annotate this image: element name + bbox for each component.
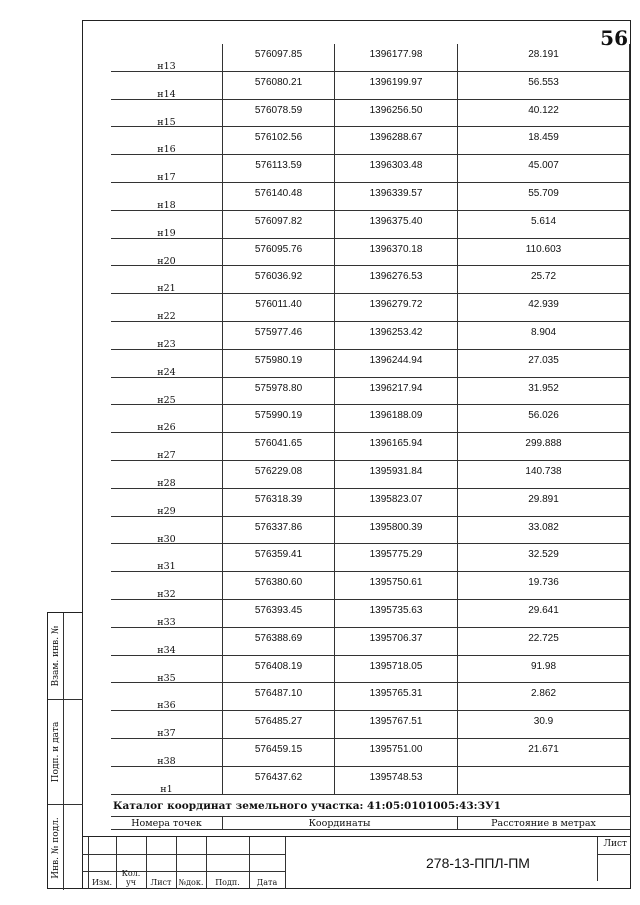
point-cell: н35 <box>157 672 176 684</box>
table-row <box>111 461 630 489</box>
y-cell: 1395931.84 <box>334 461 457 488</box>
distance-cell: 25.72 <box>457 266 630 293</box>
y-cell: 1395800.39 <box>334 517 457 544</box>
x-cell: 576011.40 <box>222 294 334 321</box>
y-cell: 1396188.09 <box>334 405 457 432</box>
distance-cell: 299.888 <box>457 433 630 460</box>
point-cell: н22 <box>157 311 176 323</box>
x-cell: 575990.19 <box>222 405 334 432</box>
y-cell: 1395751.00 <box>334 739 457 766</box>
x-cell: 576140.48 <box>222 183 334 210</box>
table-row <box>111 127 630 155</box>
point-cell: н19 <box>157 227 176 239</box>
point-cell: н33 <box>157 616 176 628</box>
side-box-inv-original <box>48 805 83 890</box>
distance-cell: 8.904 <box>457 322 630 349</box>
x-cell: 576318.39 <box>222 489 334 516</box>
y-cell: 1395767.51 <box>334 711 457 738</box>
y-cell: 1395748.53 <box>334 767 457 794</box>
point-cell: н28 <box>157 477 176 489</box>
y-cell: 1395735.63 <box>334 600 457 627</box>
x-cell: 576459.15 <box>222 739 334 766</box>
distance-cell: 91.98 <box>457 656 630 683</box>
y-cell: 1396199.97 <box>334 72 457 99</box>
x-cell: 576097.85 <box>222 44 334 71</box>
point-cell: н23 <box>157 338 176 350</box>
x-cell: 576080.21 <box>222 72 334 99</box>
x-cell: 575977.46 <box>222 322 334 349</box>
x-cell: 576393.45 <box>222 600 334 627</box>
stamp-label-ndok: №док. <box>178 878 204 887</box>
table-row <box>111 600 630 628</box>
table-row <box>111 239 630 267</box>
table-row <box>111 44 630 72</box>
y-cell: 1396165.94 <box>334 433 457 460</box>
distance-cell: 2.862 <box>457 683 630 710</box>
table-row <box>111 100 630 128</box>
y-cell: 1396375.40 <box>334 211 457 238</box>
y-cell: 1395706.37 <box>334 628 457 655</box>
point-cell: н15 <box>157 116 176 128</box>
table-row <box>111 183 630 211</box>
x-cell: 575978.80 <box>222 378 334 405</box>
coordinates-table <box>111 44 630 795</box>
x-cell: 576097.82 <box>222 211 334 238</box>
point-cell: н24 <box>157 366 176 378</box>
distance-cell: 21.671 <box>457 739 630 766</box>
table-row <box>111 767 630 795</box>
point-cell: н27 <box>157 450 176 462</box>
distance-cell: 32.529 <box>457 544 630 571</box>
distance-cell: 5.614 <box>457 211 630 238</box>
x-cell: 576485.27 <box>222 711 334 738</box>
table-row <box>111 350 630 378</box>
table-caption: Каталог координат земельного участка: 41:05:0101005:43:ЗУ1 <box>113 800 501 812</box>
x-cell: 576078.59 <box>222 100 334 127</box>
distance-cell: 45.007 <box>457 155 630 182</box>
table-row <box>111 72 630 100</box>
table-row <box>111 266 630 294</box>
point-cell: н37 <box>157 728 176 740</box>
table-row <box>111 433 630 461</box>
table-row <box>111 378 630 406</box>
distance-cell: 28.191 <box>457 44 630 71</box>
table-row <box>111 739 630 767</box>
table-row <box>111 572 630 600</box>
y-cell: 1396276.53 <box>334 266 457 293</box>
table-row <box>111 294 630 322</box>
distance-cell: 29.641 <box>457 600 630 627</box>
point-cell: н25 <box>157 394 176 406</box>
header-coordinates: Координаты <box>308 818 371 829</box>
point-cell: н17 <box>157 172 176 184</box>
distance-cell: 110.603 <box>457 239 630 266</box>
title-block <box>82 836 631 889</box>
point-cell: н20 <box>157 255 176 267</box>
table-row <box>111 489 630 517</box>
side-box-inv-replaced <box>48 613 83 700</box>
distance-cell <box>457 767 630 794</box>
header-distance: Расстояние в метрах <box>491 818 596 829</box>
x-cell: 576041.65 <box>222 433 334 460</box>
distance-cell: 56.026 <box>457 405 630 432</box>
x-cell: 576102.56 <box>222 127 334 154</box>
document-code: 278-13-ППЛ-ПМ <box>426 855 530 871</box>
table-row <box>111 322 630 350</box>
y-cell: 1395775.29 <box>334 544 457 571</box>
distance-cell: 31.952 <box>457 378 630 405</box>
table-row <box>111 405 630 433</box>
table-row <box>111 628 630 656</box>
x-cell: 576487.10 <box>222 683 334 710</box>
side-strip <box>47 612 82 889</box>
y-cell: 1396253.42 <box>334 322 457 349</box>
point-cell: н18 <box>157 199 176 211</box>
distance-cell: 19.736 <box>457 572 630 599</box>
table-row <box>111 711 630 739</box>
x-cell: 576337.86 <box>222 517 334 544</box>
table-row <box>111 544 630 572</box>
distance-cell: 56.553 <box>457 72 630 99</box>
point-cell: н14 <box>157 88 176 100</box>
x-cell: 576437.62 <box>222 767 334 794</box>
side-label-sign-date: Подп. и дата <box>50 721 61 783</box>
y-cell: 1396177.98 <box>334 44 457 71</box>
point-cell: н32 <box>157 589 176 601</box>
stamp-label-izm: Изм. <box>91 878 113 887</box>
x-cell: 576095.76 <box>222 239 334 266</box>
table-row <box>111 211 630 239</box>
y-cell: 1396339.57 <box>334 183 457 210</box>
point-cell: н29 <box>157 505 176 517</box>
y-cell: 1396370.18 <box>334 239 457 266</box>
y-cell: 1395765.31 <box>334 683 457 710</box>
distance-cell: 33.082 <box>457 517 630 544</box>
point-cell: н31 <box>157 561 176 573</box>
side-label-inv-replaced: Взам. инв. № <box>50 625 61 687</box>
side-label-inv-original: Инв. № подл. <box>50 816 61 879</box>
y-cell: 1395750.61 <box>334 572 457 599</box>
stamp-label-data: Дата <box>256 878 278 887</box>
y-cell: 1395823.07 <box>334 489 457 516</box>
y-cell: 1396279.72 <box>334 294 457 321</box>
distance-cell: 140.738 <box>457 461 630 488</box>
y-cell: 1396217.94 <box>334 378 457 405</box>
sheet-label: Лист <box>603 839 627 849</box>
table-row <box>111 656 630 684</box>
y-cell: 1396256.50 <box>334 100 457 127</box>
point-cell: н21 <box>157 283 176 295</box>
point-cell: н13 <box>157 61 176 72</box>
stamp-label-kol: Кол. уч <box>121 869 141 887</box>
x-cell: 576359.41 <box>222 544 334 571</box>
distance-cell: 29.891 <box>457 489 630 516</box>
x-cell: 576229.08 <box>222 461 334 488</box>
x-cell: 576036.92 <box>222 266 334 293</box>
side-box-sign-date <box>48 700 83 805</box>
distance-cell: 18.459 <box>457 127 630 154</box>
point-cell: н16 <box>157 144 176 156</box>
point-cell: н34 <box>157 644 176 656</box>
x-cell: 576380.60 <box>222 572 334 599</box>
y-cell: 1396244.94 <box>334 350 457 377</box>
distance-cell: 27.035 <box>457 350 630 377</box>
distance-cell: 42.939 <box>457 294 630 321</box>
y-cell: 1395718.05 <box>334 656 457 683</box>
table-row <box>111 683 630 711</box>
page-number: 56 <box>600 26 628 50</box>
y-cell: 1396288.67 <box>334 127 457 154</box>
distance-cell: 30.9 <box>457 711 630 738</box>
distance-cell: 40.122 <box>457 100 630 127</box>
distance-cell: 22.725 <box>457 628 630 655</box>
x-cell: 576388.69 <box>222 628 334 655</box>
x-cell: 576113.59 <box>222 155 334 182</box>
distance-cell: 55.709 <box>457 183 630 210</box>
stamp-label-list: Лист <box>150 878 172 887</box>
table-header <box>111 816 630 830</box>
header-points: Номера точек <box>131 818 202 829</box>
point-cell: н30 <box>157 533 176 545</box>
y-cell: 1396303.48 <box>334 155 457 182</box>
table-row <box>111 155 630 183</box>
x-cell: 575980.19 <box>222 350 334 377</box>
point-cell: н26 <box>157 422 176 434</box>
point-cell: н36 <box>157 700 176 712</box>
x-cell: 576408.19 <box>222 656 334 683</box>
table-row <box>111 517 630 545</box>
point-cell: н1 <box>160 783 173 795</box>
point-cell: н38 <box>157 755 176 767</box>
stamp-label-podp: Подп. <box>215 878 240 887</box>
